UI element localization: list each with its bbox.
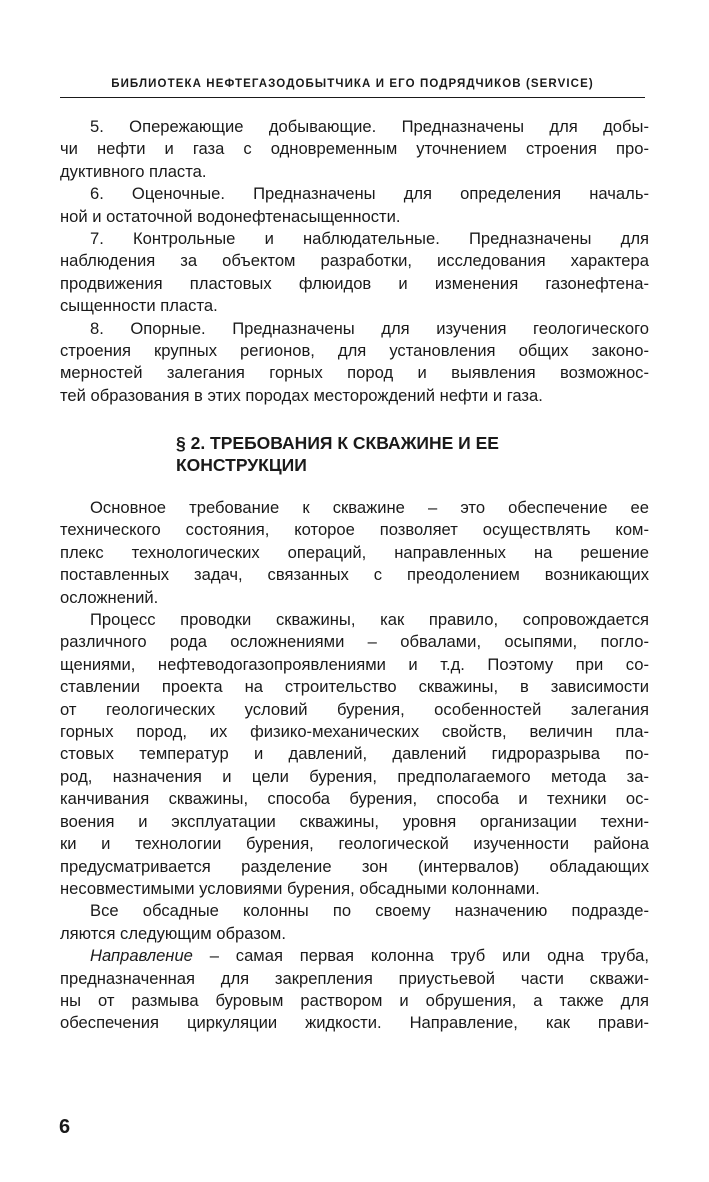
text-line-content: горных пород, их физико-механических свойств, величин пла- — [60, 722, 649, 742]
text-line-content: несовместимыми условиями бурения, обсадными колоннами. — [60, 878, 540, 898]
text-line-content: различного рода осложнениями – обвалами, осыпями, погло- — [60, 632, 649, 652]
text-line — [60, 788, 649, 810]
text-line-content: щениями, нефтеводогазопроявлениями и т.д. Поэтому при со- — [60, 654, 649, 674]
section-heading-line-2: КОНСТРУКЦИИ — [176, 455, 307, 475]
text-line — [60, 362, 649, 384]
text-line — [60, 250, 649, 272]
text-line — [60, 138, 649, 160]
text-line — [60, 676, 649, 698]
text-line — [60, 519, 649, 541]
text-line — [60, 721, 649, 743]
italic-term: Направление — [90, 946, 193, 966]
text-line-content: от геологических условий бурения, особенностей залегания — [60, 699, 649, 719]
text-line — [60, 295, 649, 317]
text-line-content: 6. Оценочные. Предназначены для определения началь- — [90, 184, 649, 204]
text-line-content: ставлении проекта на строительство скважины, в зависимости — [60, 677, 649, 697]
text-line-content: воения и эксплуатации скважины, уровня организации техни- — [60, 811, 649, 831]
text-line — [60, 631, 649, 653]
list-before-heading — [60, 116, 649, 407]
text-line-content: обеспечения циркуляции жидкости. Направление, как прави- — [60, 1013, 649, 1033]
header-divider — [60, 97, 645, 98]
text-line — [60, 385, 649, 407]
text-line-content: строения крупных регионов, для установления общих законо- — [60, 341, 649, 361]
text-line-content: предусматривается разделение зон (интервалов) обладающих — [60, 856, 649, 876]
text-line-content: стовых температур и давлений, давлений гидроразрыва по- — [60, 744, 649, 764]
text-line — [60, 900, 649, 922]
text-line-content: дуктивного пласта. — [60, 161, 207, 181]
text-line — [60, 542, 649, 564]
text-line — [60, 968, 649, 990]
text-line — [60, 811, 649, 833]
text-line-content: – самая первая колонна труб или одна труба, — [192, 946, 649, 966]
text-line — [60, 766, 649, 788]
section-heading — [176, 432, 616, 476]
text-line-content: технического состояния, которое позволяет осуществлять ком- — [60, 520, 649, 540]
text-line-content: 5. Опережающие добывающие. Предназначены для добы- — [90, 117, 649, 136]
text-line — [60, 564, 649, 586]
page-number: 6 — [59, 1116, 71, 1138]
text-line — [60, 497, 649, 519]
text-line-content: сыщенности пласта. — [60, 296, 218, 316]
text-line-content: поставленных задач, связанных с преодолением возникающих — [60, 565, 649, 585]
text-line — [60, 116, 649, 138]
text-line — [60, 654, 649, 676]
text-line — [60, 699, 649, 721]
text-line-content: осложнений. — [60, 587, 159, 607]
text-line — [60, 1012, 649, 1034]
text-line-content: ки и технологии бурения, геологической изученности района — [60, 834, 649, 854]
running-header: БИБЛИОТЕКА НЕФТЕГАЗОДОБЫТЧИКА И ЕГО ПОДРЯДЧИКОВ (SERVICE) — [111, 78, 594, 90]
text-line — [60, 833, 649, 855]
text-line — [60, 228, 649, 250]
text-line — [60, 990, 649, 1012]
text-line-content: плекс технологических операций, направленных на решение — [60, 542, 649, 562]
section-heading-line-1: § 2. ТРЕБОВАНИЯ К СКВАЖИНЕ И ЕЕ — [176, 433, 499, 453]
text-line — [60, 587, 649, 609]
text-line — [60, 183, 649, 205]
text-line-content: 8. Опорные. Предназначены для изучения геологического — [90, 318, 649, 338]
text-line — [60, 206, 649, 228]
text-line-content: наблюдения за объектом разработки, исследования характера — [60, 251, 649, 271]
text-line-content: Основное требование к скважине – это обеспечение ее — [90, 498, 649, 517]
text-line-content: ны от размыва буровым раствором и обрушения, а также для — [60, 990, 649, 1010]
text-line-content: 7. Контрольные и наблюдательные. Предназначены для — [90, 229, 649, 249]
text-line — [60, 945, 649, 967]
body-text — [60, 497, 649, 1035]
text-line-content: Процесс проводки скважины, как правило, сопровождается — [90, 610, 649, 630]
text-line — [60, 609, 649, 631]
text-line — [60, 318, 649, 340]
text-line — [60, 340, 649, 362]
text-line — [60, 923, 649, 945]
text-line — [60, 273, 649, 295]
text-line-content: тей образования в этих породах месторождений нефти и газа. — [60, 385, 543, 405]
text-line-content: ляются следующим образом. — [60, 923, 286, 943]
text-line — [60, 856, 649, 878]
text-line — [60, 161, 649, 183]
text-line-content: ной и остаточной водонефтенасыщенности. — [60, 206, 401, 226]
text-line — [60, 878, 649, 900]
text-line-content: предназначенная для закрепления приустьевой части скважи- — [60, 968, 649, 988]
text-line-content: мерностей залегания горных пород и выявления возможнос- — [60, 363, 649, 383]
text-line-content: род, назначения и цели бурения, предполагаемого метода за- — [60, 766, 649, 786]
text-line-content: канчивания скважины, способа бурения, способа и техники ос- — [60, 789, 649, 809]
text-line-content: Все обсадные колонны по своему назначению подразде- — [90, 901, 649, 921]
text-line — [60, 743, 649, 765]
text-line-content: чи нефти и газа с одновременным уточнением строения про- — [60, 139, 649, 159]
text-line-content: продвижения пластовых флюидов и изменения газонефтена- — [60, 273, 649, 293]
